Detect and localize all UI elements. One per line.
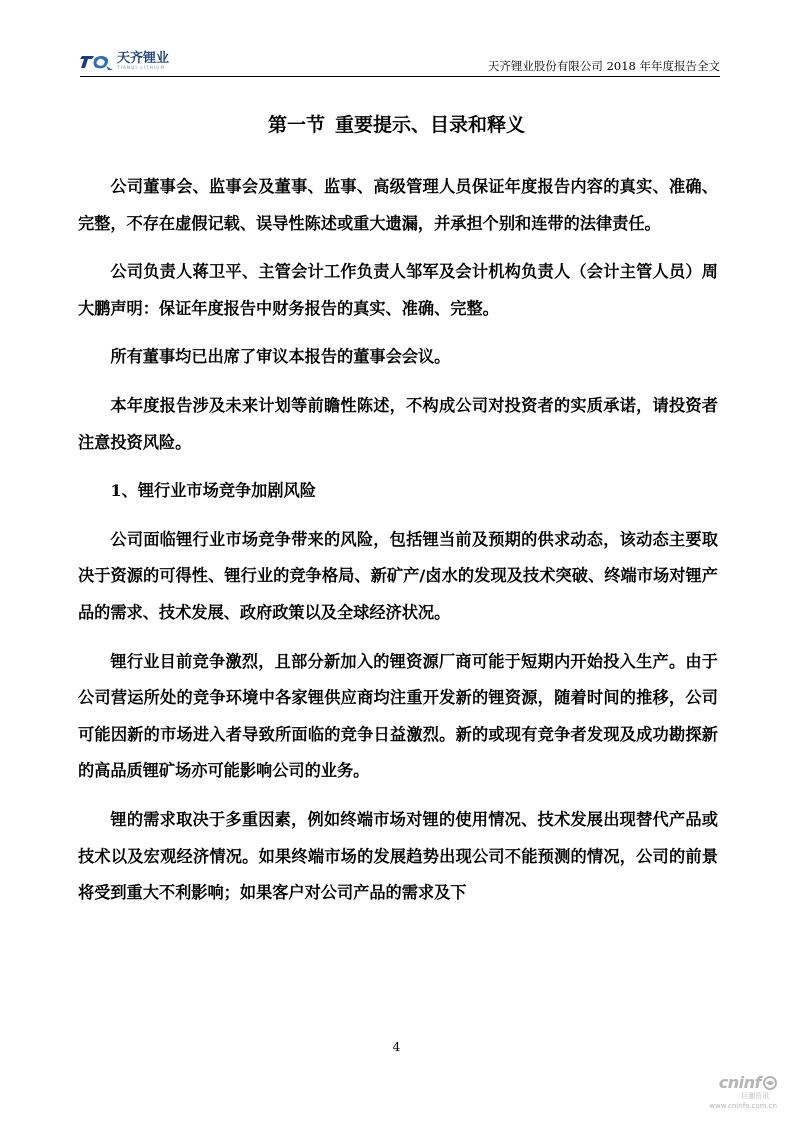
paragraph: 本年度报告涉及未来计划等前瞻性陈述，不构成公司对投资者的实质承诺，请投资者注意投资风险。 xyxy=(78,395,718,452)
paragraph: 锂的需求取决于多重因素，例如终端市场对锂的使用情况、技术发展出现替代产品或技术以及宏观经济情况。如果终端市场的发展趋势出现公司不能预测的情况，公司的前景将受到重大不利影响；如果客户对公司产品的需求及下 xyxy=(78,809,718,903)
logo-subtitle: TIANQI LITHIUM xyxy=(117,65,166,70)
risk-heading: 1、锂行业市场竞争加剧风险 xyxy=(110,481,316,501)
watermark-brand: cninf xyxy=(718,1073,761,1092)
logo-company-name: 天齐锂业 xyxy=(117,51,170,66)
section-number: 第一节 xyxy=(267,114,325,136)
header-divider xyxy=(80,76,720,77)
report-title: 天齐锂业股份有限公司 2018 年年度报告全文 xyxy=(487,59,720,73)
company-logo xyxy=(80,52,169,72)
page-header xyxy=(80,50,720,76)
paragraph: 公司负责人蒋卫平、主管会计工作负责人邹军及会计机构负责人（会计主管人员）周大鹏声明：保证年度报告中财务报告的真实、准确、完整。 xyxy=(78,262,718,318)
watermark-url: www.cninfo.com.cn xyxy=(709,1102,777,1110)
document-body xyxy=(78,169,718,912)
page-number: 4 xyxy=(392,1040,401,1054)
paragraph: 公司董事会、监事会及董事、监事、高级管理人员保证年度报告内容的真实、准确、完整，不存在虚假记载、误导性陈述或重大遗漏，并承担个别和连带的法律责任。 xyxy=(78,177,718,233)
section-heading xyxy=(0,110,793,137)
paragraph: 锂行业目前竞争激烈，且部分新加入的锂资源厂商可能于短期内开始投入生产。由于公司营运所处的竞争环境中各家锂供应商均注重开发新的锂资源，随着时间的推移，公司可能因新的市场进入者导致所面临的竞争日益激烈。新的或现有竞争者发现及成功勘探新的高品质锂矿场亦可能影响公司的业务。 xyxy=(78,651,718,781)
watermark-name-cn: 巨潮资讯 xyxy=(741,1092,769,1100)
paragraph: 公司面临锂行业市场竞争带来的风险，包括锂当前及预期的供求动态，该动态主要取决于资源的可得性、锂行业的竞争格局、新矿产/卤水的发现及技术突破、终端市场对锂产品的需求、技术发展、政府政策以及全球经济状况。 xyxy=(78,529,718,622)
tqc-logo-icon xyxy=(80,52,114,72)
swirl-logo-icon xyxy=(763,1076,777,1090)
section-title-text: 重要提示、目录和释义 xyxy=(335,114,526,136)
paragraph: 所有董事均已出席了审议本报告的董事会会议。 xyxy=(110,347,451,367)
cninfo-watermark xyxy=(697,1073,777,1110)
